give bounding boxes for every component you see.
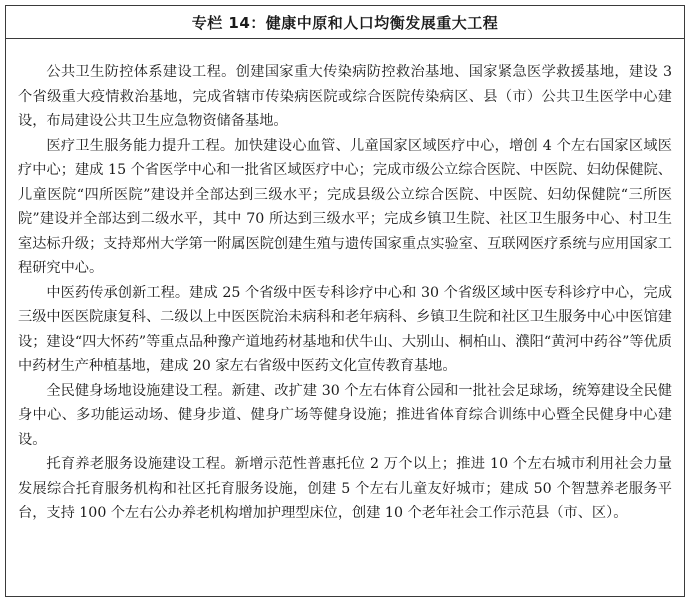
paragraph-fitness: 全民健身场地设施建设工程。新建、改扩建 30 个左右体育公园和一批社会足球场，统筹建设全民健身中心、多功能运动场、健身步道、健身广场等健身设施；推进省体育综合训练中心暨全民健身中心建设。 — [18, 382, 672, 448]
paragraph-medical-services: 医疗卫生服务能力提升工程。加快建设心血管、儿童国家区域医疗中心，增创 4 个左右国家区域医疗中心；建成 15 个省医学中心和一批省区域医疗中心；完成市级公立综合医院、中医院、妇幼保健院、儿童医院“四所医院”建设并全部达到三级水平；完成县级公立综合医院、中医院、妇幼保健院“三所医院”建设并全部达到二级水平，其中 70 所达到三级水平；完成乡镇卫生院、社区卫生服务中心、村卫生室达标升级；支持郑州大学第一附属医院创建生殖与遗传国家重点实验室、互联网医疗系统与应用国家工程研究中心。 — [18, 137, 672, 276]
box-title: 专栏 14：健康中原和人口均衡发展重大工程 — [6, 6, 684, 39]
box-content — [6, 39, 684, 526]
paragraph-public-health: 公共卫生防控体系建设工程。创建国家重大传染病防控救治基地、国家紧急医学救援基地，建设 3 个省级重大疫情救治基地，完成省辖市传染病医院或综合医院传染病区、县（市）公共卫生医学中心建设，布局建设公共卫生应急物资储备基地。 — [18, 64, 672, 129]
feature-box — [5, 5, 685, 597]
paragraph-childcare-elderly: 托育养老服务设施建设工程。新增示范性普惠托位 2 万个以上；推进 10 个左右城市利用社会力量发展综合托育服务机构和社区托育服务设施，创建 5 个左右儿童友好城市；建成 50 个智慧养老服务平台，支持 100 个左右公办养老机构增加护理型床位，创建 10 个老年社会工作示范县（市、区）。 — [18, 456, 672, 521]
paragraph-tcm: 中医药传承创新工程。建成 25 个省级中医专科诊疗中心和 30 个省级区域中医专科诊疗中心，完成三级中医医院康复科、二级以上中医医院治未病科和老年病科、乡镇卫生院和社区卫生服务中心中医馆建设；建设“四大怀药”等重点品种豫产道地药材基地和伏牛山、大别山、桐柏山、濮阳“黄河中药谷”等优质中药材生产种植基地，建成 20 家左右省级中医药文化宣传教育基地。 — [18, 284, 672, 374]
